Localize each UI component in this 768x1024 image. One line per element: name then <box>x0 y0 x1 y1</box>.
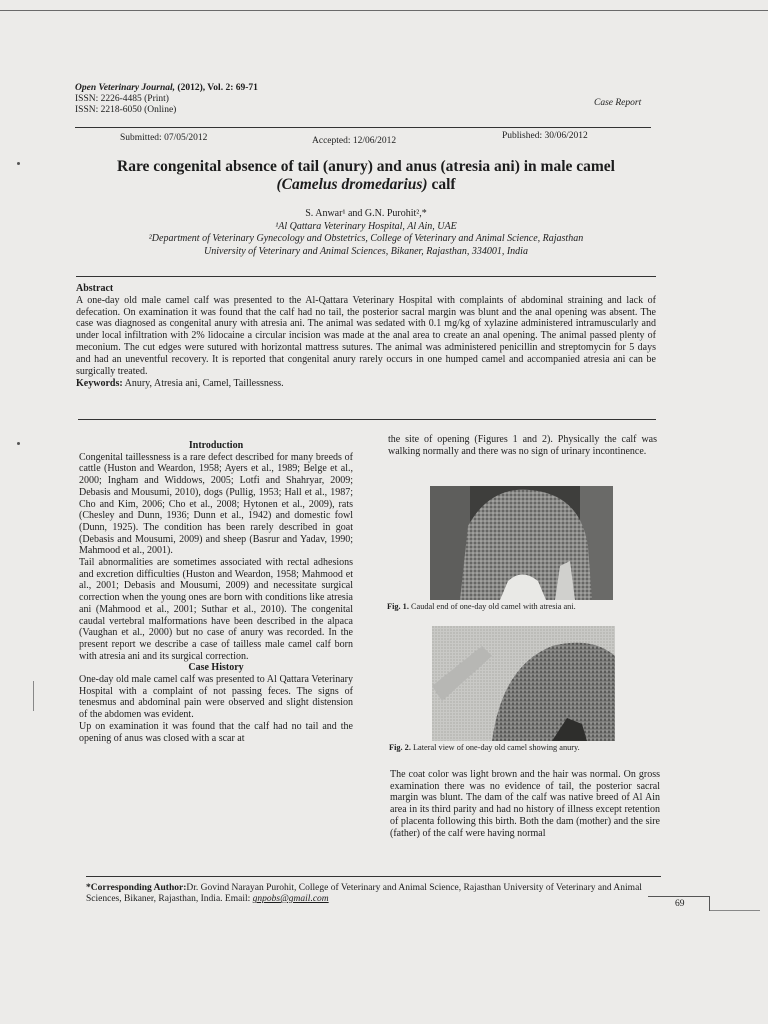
author-block <box>76 208 656 258</box>
corresponding-author-note <box>86 883 666 905</box>
abstract-section <box>76 283 656 390</box>
figure-2-photo <box>432 626 615 741</box>
page-number-tail <box>710 910 760 911</box>
case-history-heading: Case History <box>188 662 244 674</box>
corresponding-author-label: *Corresponding Author: <box>86 883 187 893</box>
article-title <box>76 158 656 194</box>
figure-2-caption-text: Lateral view of one-day old camel showing anury. <box>410 743 580 752</box>
figure-2-label: Fig. 2. <box>389 743 411 752</box>
corresponding-author-email: gnpobs@gmail.com <box>252 894 329 904</box>
article-type: Case Report <box>594 98 642 108</box>
introduction-paragraph-1: Congenital taillessness is a rare defect described for many breeds of cattle (Huston and Weardon, 1958; Ayers et al., 1989; Belge et al., 2000; Ingham and Widdows, 2005; Lotfi and Shahryar, 2009; Debasis and Mousumi, 2010), dogs (Pullig, 1953; Hall et al., 1987; Cho and Kim, 2006; Cho et al., 2008; Hytonen et al., 2009), rats (Chesley and Dunn, 1936; Dunn et al., 1942) and domestic fowl (Dunn, 1925). The condition has been rarely described in goat (Debasis and Mousumi, 2009) and sheep (Basrur and Yadav, 1990; Mahmood et al., 2001). <box>79 451 353 557</box>
abstract-top-rule <box>76 276 656 277</box>
title-line-2-rest: calf <box>427 176 456 193</box>
abstract-body: A one-day old male camel calf was presented to the Al-Qattara Veterinary Hospital with complaints of abdominal straining and lack of defecation. On examination it was found that the calf had no tail, the posterior sacral margin was blunt and the anal opening was absent. The case was diagnosed as congenital anury with atresia ani. The animal was sedated with 0.1 mg/kg of xylazine administered intramuscularly and under local infiltration with 2% lidocaine a circular incision was made at the anal area to create an anal opening. The animal passed plenty of meconium. The cut edges were sutured with horizontal mattress sutures. The animal was administered penicillin and streptomycin for 5 days and had an uneventful recovery. It is reported that congenital anury rarely occurs in one humped camel and accompanied atresia ani can be surgically treated. <box>76 294 656 377</box>
header-rule <box>75 127 651 128</box>
case-history-paragraph-2: Up on examination it was found that the calf had no tail and the opening of anus was closed with a scar at <box>79 720 353 744</box>
right-column-top <box>388 434 657 457</box>
figure-1-caption-text: Caudal end of one-day old camel with atresia ani. <box>408 602 576 611</box>
issn-online: ISSN: 2218-6050 (Online) <box>75 105 177 115</box>
author-names: S. Anwar¹ and G.N. Purohit²,* <box>305 208 427 219</box>
scan-top-edge <box>0 10 768 11</box>
journal-header <box>75 83 258 116</box>
abstract-heading: Abstract <box>76 283 114 294</box>
submitted-date: Submitted: 07/05/2012 <box>120 133 208 143</box>
keywords-list: Anury, Atresia ani, Camel, Taillessness. <box>122 378 284 390</box>
journal-name: Open Veterinary Journal, <box>75 83 176 93</box>
figure-1-label: Fig. 1. <box>387 602 409 611</box>
title-line-1: Rare congenital absence of tail (anury) and anus (atresia ani) in male camel <box>117 158 615 175</box>
figure-2-caption <box>389 743 580 752</box>
keywords-line <box>76 378 656 390</box>
scan-speck <box>17 162 20 165</box>
footer-rule <box>86 876 661 877</box>
case-history-paragraph-1: One-day old male camel calf was presented to Al Qattara Veterinary Hospital with a complaint of not passing feces. The signs of tenesmus and abdominal pain were observed and slight distension of the abdomen was evident. <box>79 674 353 721</box>
accepted-date: Accepted: 12/06/2012 <box>312 136 397 146</box>
abstract-bottom-rule <box>78 419 656 420</box>
scan-speck <box>17 442 20 445</box>
corresponding-author-text: Dr. Govind Narayan Purohit, College of Veterinary and Animal Science, Rajasthan University of Veterinary and Animal Sciences, Bikaner, Rajasthan, India. Email: <box>86 883 642 904</box>
left-column <box>79 440 353 744</box>
keywords-label: Keywords: <box>76 378 123 390</box>
page-number: 69 <box>675 899 685 909</box>
affiliation-1: ¹Al Qattara Veterinary Hospital, Al Ain, UAE <box>275 220 457 232</box>
page-number-box-top <box>648 896 710 897</box>
journal-citation: (2012), Vol. 2: 69-71 <box>177 83 258 93</box>
introduction-paragraph-2: Tail abnormalities are sometimes associated with rectal adhesions and excretion difficulties (Huston and Weardon, 1958; Mahmood et al., 2001; Debasis and Mousumi, 2009) and necessitate surgical correction when the young ones are born with conditions like atresia ani (Mahmood et al., 2001; Suthar et al., 2010). The congenital caudal vertebral malformations have been described in the alpaca (Vaughan et al., 2000) but no case of anury was recorded. In the present report we describe a case of tailless male camel calf born with atresia ani and its surgical correction. <box>79 557 353 662</box>
page-number-box-side <box>709 897 710 911</box>
figure-1-caption <box>387 602 576 611</box>
right-column-bottom <box>390 769 660 839</box>
affiliation-2-line-2: University of Veterinary and Animal Sciences, Bikaner, Rajasthan, 334001, India <box>204 245 528 257</box>
affiliation-2-line-1: ²Department of Veterinary Gynecology and Obstetrics, College of Veterinary and Animal Science, Rajasthan <box>148 233 584 244</box>
right-column-paragraph-2: The coat color was light brown and the hair was normal. On gross examination there was no evidence of tail, the posterior sacral margin was blunt. The dam of the calf was native breed of Al Ain area in its third parity and had no history of illness except retention of placenta following this birth. Both the dam (mother) and the sire (father) of the calf were having normal <box>390 769 660 839</box>
issn-print: ISSN: 2226-4485 (Print) <box>75 94 169 104</box>
title-species: (Camelus dromedarius) <box>276 176 428 193</box>
figure-1-photo <box>430 486 613 600</box>
right-column-paragraph-1: the site of opening (Figures 1 and 2). Physically the calf was walking normally and there was no sign of urinary incontinence. <box>388 434 657 457</box>
published-date: Published: 30/06/2012 <box>502 131 588 141</box>
scan-mark <box>33 681 34 711</box>
introduction-heading: Introduction <box>188 440 244 451</box>
